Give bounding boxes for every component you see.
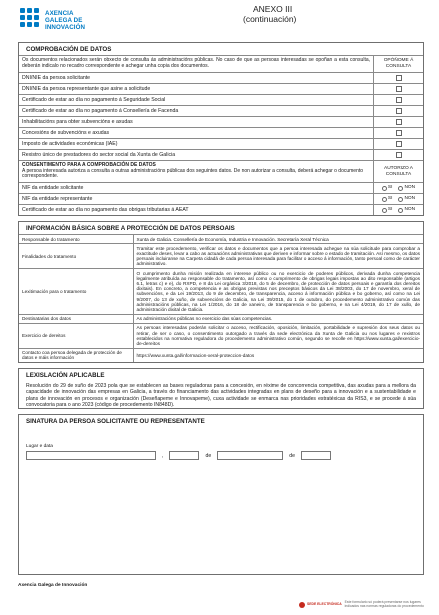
oppose-checkbox[interactable] [396,130,402,136]
footer-notice: Este formulario só poderá presentarse nos lugares indicados nas normas reguladoras do procedemento [344,600,424,608]
consult-item-label: Certificado de estar ao día no pagamento á Consellería de Facenda [22,107,179,114]
consult-intro-row [19,55,423,72]
footer-agency: Axencia Galega de Innovación [18,583,88,588]
oppose-header: OPÓÑOME Á CONSULTA [373,56,423,72]
data-protection-table [19,234,423,362]
radio-icon [398,208,403,213]
info-key: Exercicio de dereitos [19,323,133,348]
consult-item-row [19,83,423,94]
yes-option[interactable]: SI [382,185,393,191]
signature-section [18,414,424,575]
logo-text: AXENCIA GALEGA DE INNOVACIÓN [45,9,86,31]
oppose-checkbox[interactable] [396,152,402,158]
consult-item-row [19,94,423,105]
auth-item-row [19,182,423,193]
oppose-checkbox[interactable] [396,108,402,114]
place-date-label: Lugar e data [26,444,53,449]
seal-icon [299,602,305,608]
section-title: SINATURA DA PERSOA SOLICITANTE OU REPRESENTANTE [26,418,205,425]
auth-item-row [19,193,423,204]
consult-item-row [19,105,423,116]
separator: de [205,452,212,459]
info-key: Finalidades do tratamento [19,244,133,269]
auth-title: CONSENTIMENTO PARA A COMPROBACIÓN DE DATOS [22,161,156,168]
info-row [19,269,423,315]
consult-item-row [19,149,423,160]
info-row [19,314,423,323]
no-option[interactable]: NON [398,196,415,202]
info-value: As persoas interesadas poderán solicitar o acceso, rectificación, oposición, limitación, portabilidade e supresión dos seus datos ou retirar, de ser o caso, o consentimento outorgado a través da sede electrónica da Xunta de Galicia ou nos lugares e rexistros establecidos na normativa reguladora do procedemento administrativo común, segundo se recolle en https://www.xunta.gal/exercicio-de-dereitos [133,323,423,348]
consult-item-row [19,72,423,83]
place-field[interactable] [26,451,156,460]
oppose-checkbox[interactable] [396,86,402,92]
oppose-checkbox[interactable] [396,75,402,81]
info-value: As administracións públicas no exercicio das súas competencias. [133,314,423,323]
radio-icon [398,186,403,191]
section-title: LEXISLACIÓN APLICABLE [26,372,105,379]
data-protection-section [18,221,424,363]
radio-icon [382,186,387,191]
auth-item-label: Certificado de estar ao día no pagamento das obrigas tributarias á AEAT [22,207,189,214]
consult-item-label: Imposto de actividades económicas (IAE) [22,140,118,147]
data-verification-section [18,42,424,216]
consult-item-label: DNI/NIE da persoa representante que asine a solicitude [22,85,151,92]
info-key: Lexitimación para o tratamento [19,269,133,315]
info-row [19,235,423,244]
auth-item-row [19,204,423,215]
oppose-checkbox[interactable] [396,97,402,103]
xunta-logo-icon [18,7,42,33]
auth-item-label: NIF da entidade representante [22,196,93,203]
radio-icon [382,208,387,213]
consult-item-label: Rexistro único de prestadores do sector social da Xunta de Galicia [22,151,176,158]
info-key: Contacto coa persoa delegada de protección de datos e máis información [19,348,133,362]
section-title: INFORMACIÓN BÁSICA SOBRE A PROTECCIÓN DE DATOS PERSOAIS [26,225,235,232]
separator: de [289,452,296,459]
radio-icon [398,197,403,202]
footer-notice-block [299,601,424,608]
consult-item-row [19,116,423,127]
info-key: Responsable do tratamento [19,235,133,244]
info-value: Xunta de Galicia. Consellería de Economía, Industria e Innovación. Secretaría Xeral Técnica [133,235,423,244]
auth-intro-row [19,160,423,182]
electronic-seal: SEDE ELECTRÓNICA [299,601,342,608]
consult-item-label: Certificado de estar ao día no pagamento á Seguridade Social [22,96,166,103]
legislation-section [18,368,424,409]
consult-item-row [19,127,423,138]
year-field[interactable] [301,451,331,460]
consult-item-label: DNI/NIE da persoa solicitante [22,74,91,81]
agency-logo [18,4,118,36]
info-value: https://www.xunta.gal/informacion-xeral-proteccion-datos [133,348,423,362]
auth-item-label: NIF da entidade solicitante [22,185,84,192]
radio-icon [382,197,387,202]
separator: , [162,452,164,459]
consult-item-label: Inhabilitacións para obter subvencións e axudas [22,118,133,125]
info-key: Destinatarias dos datos [19,314,133,323]
no-option[interactable]: NON [398,207,415,213]
month-field[interactable] [217,451,283,460]
consult-intro: Os documentos relacionados serán obxecto de consulta ás administracións públicas. No caso de que as persoas interesadas se opoñan a esta consulta, deberán indicalo no recadro correspondente e achegar unha copia dos documentos. [22,57,370,69]
section-title: COMPROBACIÓN DE DATOS [26,46,112,53]
oppose-checkbox[interactable] [396,141,402,147]
day-field[interactable] [169,451,199,460]
consult-item-row [19,138,423,149]
info-value: Tramitar este procedemento, verificar os datos e documentos que a persoa interesada achegue na súa solicitude para comprobar a exactitude deses, levar a cabo as actuacións administrativas que deriven e informar sobre o estado de tramitación. Así mesmo, os datos persoais incluiranse na Carpeta cidadá de cada persoa interesada para facilitar o acceso á información, tanto persoal como de carácter administrativo. [133,244,423,269]
yes-option[interactable]: SI [382,196,393,202]
legislation-text: Resolución do 29 de xuño de 2023 pola que se establecen as bases reguladoras para a concesión, en réxime de concorrencia competitiva, das axudas para a mellora da capacidade de innovación das empresas en Galicia, a través do financiamento das actividades integradas en plans de deseño para a innovación e a sustentabilidade e plans de innovación en procesos e organización (Deseñapeme e Innovapeme), cuxa actividade se enmarca nas prioridades estratéxicas da RIS3, e se procede á súa convocatoria para o ano 2023 (código de procedemento IN848D). [26,383,416,408]
info-row [19,348,423,362]
consult-item-label: Concesións de subvencións e axudas [22,129,110,136]
authorize-header: AUTORIZO A CONSULTA [373,161,423,182]
info-row [19,244,423,269]
auth-intro: A persoa interesada autoriza a consulta a outras administracións públicas dos seguintes datos. De non autorizar a consulta, deberá achegar o documento correspondente. [22,167,364,180]
annex-title: ANEXO III (continuación) [243,4,297,24]
no-option[interactable]: NON [398,185,415,191]
place-date-row [19,449,423,460]
yes-option[interactable]: SI [382,207,393,213]
info-row [19,323,423,348]
info-value: O cumprimento dunha misión realizada en interese público ou no exercicio de poderes públicos, derivada dunha competencia legalmente atribuída ao responsable do tratamento, así como o cumprimento de obrigas legais impostas ao dito responsable (artigos 6.1, letras c) e e), do RXPD, e 8 da Lei orgánica 3/2018, do 5 de decembro, de protección de datos persoais e garantía dos dereitos dixitais). En concreto, a competencia e as obrigas previstas nos preceptos básicos da Lei 38/2003, do 17 de novembro, xeral de subvencións, e da Lei 19/2013, do 9 de decembro, de transparencia, acceso á información pública e bo goberno, así como na Lei 9/2007, do 13 de xuño, de subvencións de Galicia, na Lei 39/2015, do 1 de outubro, do procedemento administrativo común das administracións públicas, na Lei 1/2016, do 18 de xaneiro, de transparencia e bo goberno, e na Lei 4/2019, do 17 de xullo, de administración dixital de Galicia. [133,269,423,315]
oppose-checkbox[interactable] [396,119,402,125]
page-header [18,4,424,38]
